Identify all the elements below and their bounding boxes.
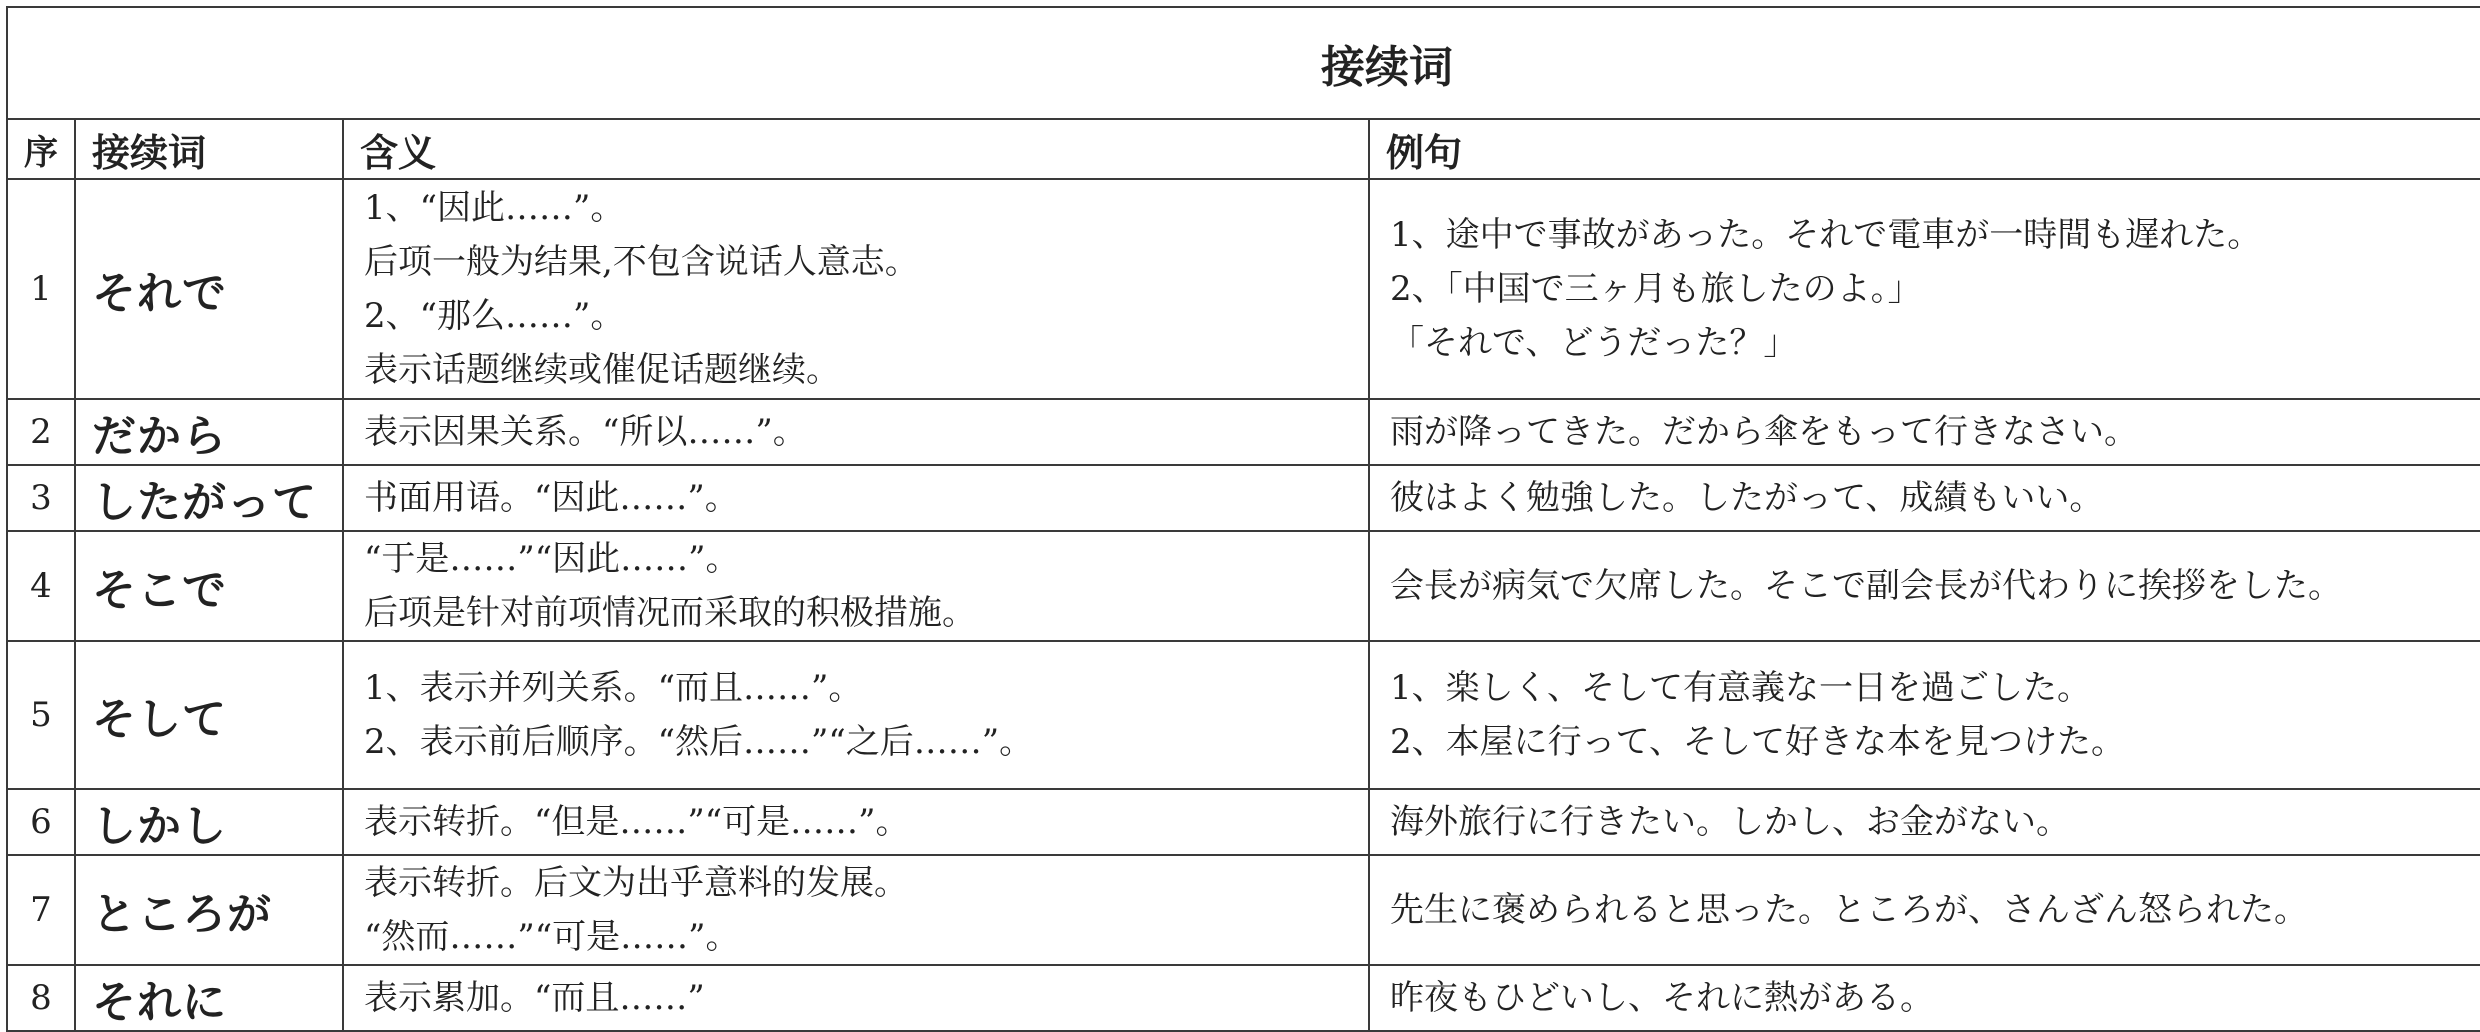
meaning-line: 1、表示并列关系。“而且……”。 — [364, 668, 863, 708]
conjunction-word: そこで — [75, 531, 343, 641]
example-line: 「それで、どうだった？」 — [1390, 323, 1798, 363]
example-cell — [1369, 789, 2480, 855]
meaning-line: 2、“那么……”。 — [364, 296, 625, 336]
conjunction-word: それで — [75, 179, 343, 399]
meaning-cell — [343, 641, 1369, 789]
row-number: 7 — [7, 855, 75, 965]
header-example: 例句 — [1369, 119, 2480, 179]
header-word: 接续词 — [75, 119, 343, 179]
header-row — [7, 119, 2480, 179]
example-line: 2、本屋に行って、そして好きな本を見つけた。 — [1390, 722, 2125, 762]
meaning-line: 2、表示前后顺序。“然后……”“之后……”。 — [364, 722, 1034, 762]
row-number: 8 — [7, 965, 75, 1031]
meaning-line: 表示累加。“而且……” — [364, 978, 705, 1018]
meaning-line: 表示转折。“但是……”“可是……”。 — [364, 802, 910, 842]
meaning-cell — [343, 789, 1369, 855]
example-cell — [1369, 965, 2480, 1031]
header-seq: 序 — [7, 119, 75, 179]
meaning-line: 1、“因此……”。 — [364, 188, 625, 228]
conjunction-word: そして — [75, 641, 343, 789]
conjunction-word: しかし — [75, 789, 343, 855]
example-line: 会長が病気で欠席した。そこで副会長が代わりに挨拶をした。 — [1390, 566, 2342, 606]
row-number: 2 — [7, 399, 75, 465]
meaning-line: 书面用语。“因此……”。 — [364, 478, 739, 518]
example-line: 雨が降ってきた。だから傘をもって行きなさい。 — [1390, 412, 2138, 452]
example-line: 1、途中で事故があった。それで電車が一時間も遅れた。 — [1390, 215, 2262, 255]
example-line: 1、楽しく、そして有意義な一日を過ごした。 — [1390, 668, 2091, 708]
example-line: 先生に褒められると思った。ところが、さんざん怒られた。 — [1390, 890, 2308, 930]
meaning-line: 后项是针对前项情况而采取的积极措施。 — [364, 593, 976, 633]
table-row — [7, 399, 2480, 465]
conjunction-word: したがって — [75, 465, 343, 531]
meaning-cell — [343, 531, 1369, 641]
meaning-line: “然而……”“可是……”。 — [364, 917, 740, 957]
meaning-cell — [343, 465, 1369, 531]
header-meaning: 含义 — [343, 119, 1369, 179]
row-number: 1 — [7, 179, 75, 399]
table-row — [7, 641, 2480, 789]
title-row — [7, 7, 2480, 119]
meaning-cell — [343, 179, 1369, 399]
meaning-cell — [343, 399, 1369, 465]
table-row — [7, 465, 2480, 531]
conjunction-table — [6, 6, 2480, 1032]
example-cell — [1369, 399, 2480, 465]
table-title: 接续词 — [7, 7, 2480, 119]
conjunction-word: だから — [75, 399, 343, 465]
example-cell — [1369, 641, 2480, 789]
example-cell — [1369, 855, 2480, 965]
table-row — [7, 179, 2480, 399]
meaning-cell — [343, 965, 1369, 1031]
example-cell — [1369, 465, 2480, 531]
conjunction-word: それに — [75, 965, 343, 1031]
example-line: 彼はよく勉強した。したがって、成績もいい。 — [1390, 478, 2104, 518]
meaning-line: 后项一般为结果,不包含说话人意志。 — [364, 242, 919, 282]
meaning-line: 表示因果关系。“所以……”。 — [364, 412, 807, 452]
row-number: 4 — [7, 531, 75, 641]
example-line: 海外旅行に行きたい。しかし、お金がない。 — [1390, 802, 2070, 842]
table-row — [7, 789, 2480, 855]
conjunction-word: ところが — [75, 855, 343, 965]
table-row — [7, 855, 2480, 965]
meaning-cell — [343, 855, 1369, 965]
row-number: 6 — [7, 789, 75, 855]
example-line: 昨夜もひどいし、それに熱がある。 — [1390, 978, 1934, 1018]
meaning-line: 表示话题继续或催促话题继续。 — [364, 350, 840, 390]
table-row — [7, 965, 2480, 1031]
meaning-line: “于是……”“因此……”。 — [364, 539, 740, 579]
table-row — [7, 531, 2480, 641]
meaning-line: 表示转折。后文为出乎意料的发展。 — [364, 863, 908, 903]
example-cell — [1369, 179, 2480, 399]
row-number: 5 — [7, 641, 75, 789]
example-line: 2、「中国で三ヶ月も旅したのよ。」 — [1390, 269, 1922, 309]
row-number: 3 — [7, 465, 75, 531]
example-cell — [1369, 531, 2480, 641]
